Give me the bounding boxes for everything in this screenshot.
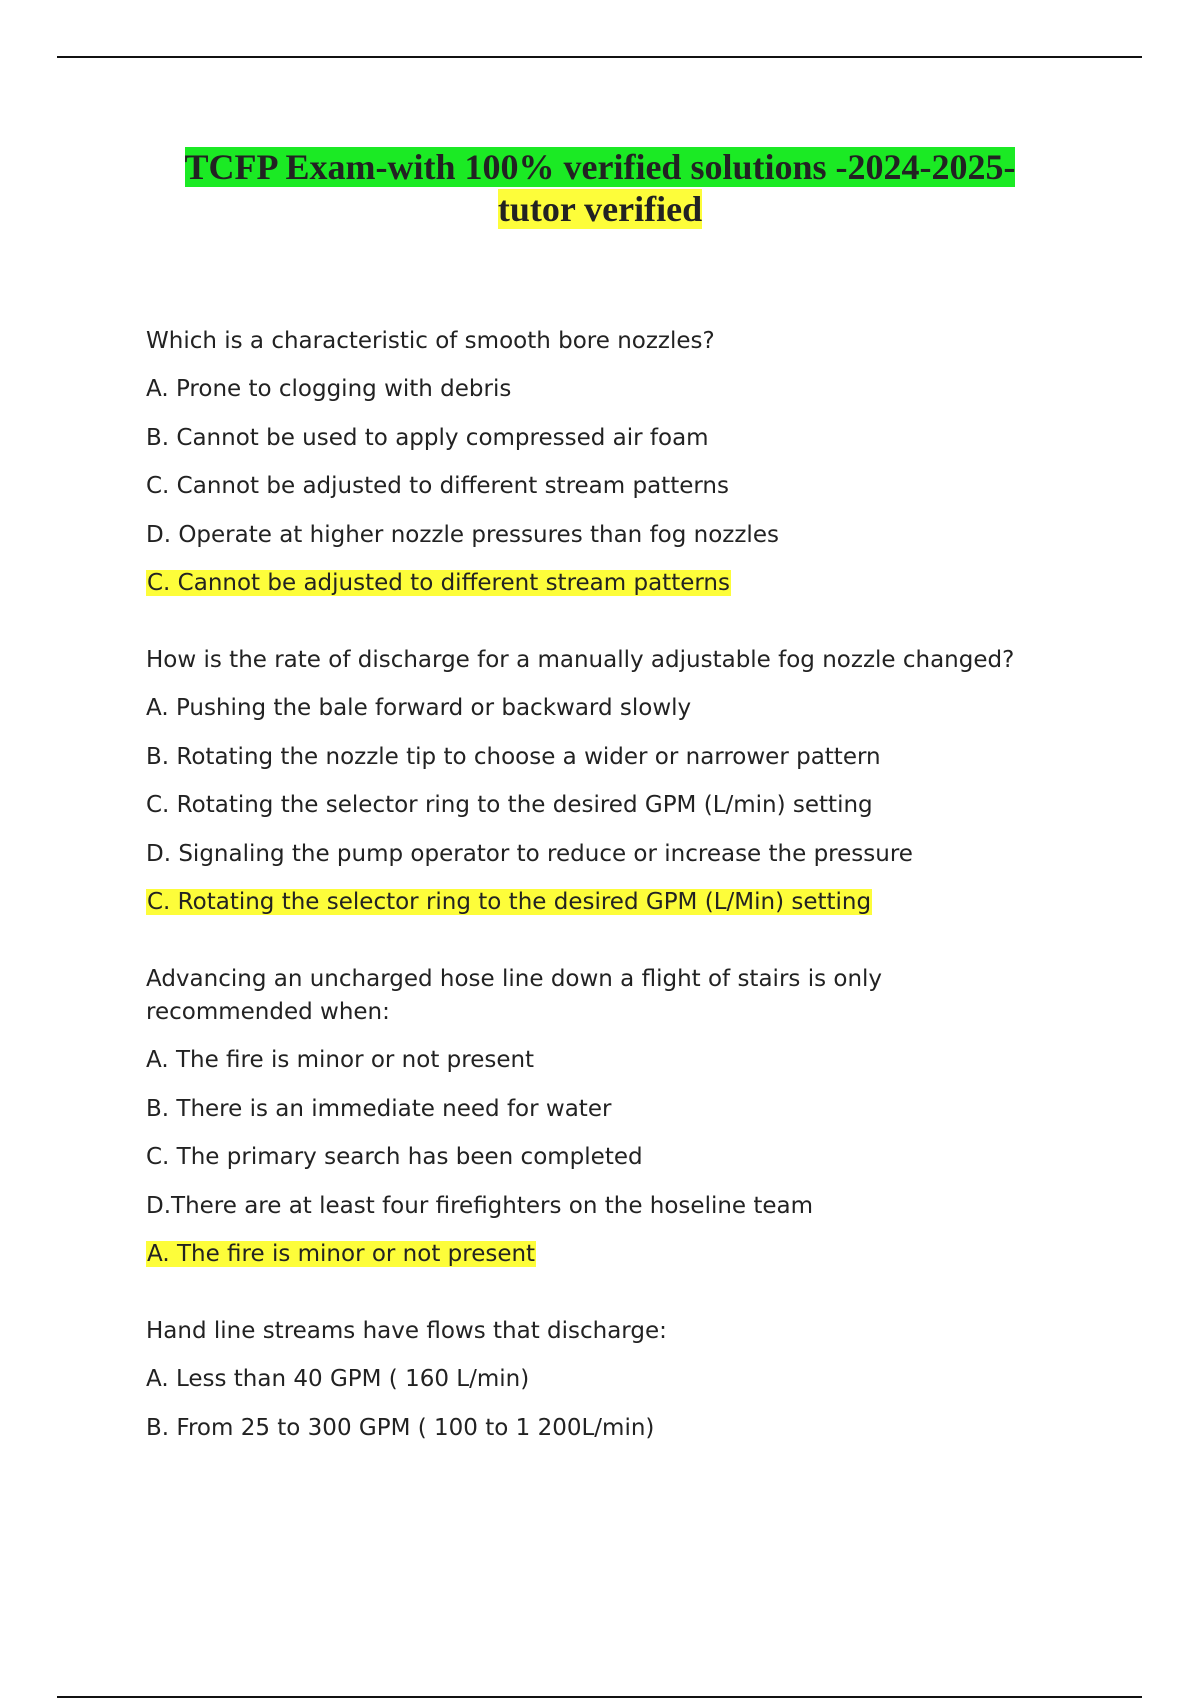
top-rule xyxy=(57,56,1142,58)
option-c: C. Rotating the selector ring to the desired GPM (L/min) setting xyxy=(146,792,873,818)
document-title xyxy=(100,146,1100,230)
option-b: B. There is an immediate need for water xyxy=(146,1095,612,1122)
question-block-3 xyxy=(146,963,1026,1271)
option-d: D. Signaling the pump operator to reduce or increase the pressure xyxy=(146,840,913,867)
option-b: B. From 25 to 300 GPM ( 100 to 1 200L/min) xyxy=(146,1414,655,1441)
question-text: Advancing an uncharged hose line down a flight of stairs is only recommended when: xyxy=(146,966,883,1025)
answer-text: C. Rotating the selector ring to the desired GPM (L/Min) setting xyxy=(147,889,872,915)
highlighted-answer xyxy=(146,886,1026,919)
question-text: Hand line streams have flows that discharge: xyxy=(146,1318,667,1344)
question-block-2 xyxy=(146,644,1026,919)
option-c: C. The primary search has been completed xyxy=(146,1144,643,1170)
question-text: How is the rate of discharge for a manually adjustable fog nozzle changed? xyxy=(146,647,1015,673)
question-block-1 xyxy=(146,325,1026,600)
option-b: B. Cannot be used to apply compressed air foam xyxy=(146,424,709,451)
title-line-2: tutor verified xyxy=(497,189,703,229)
option-a: A. The fire is minor or not present xyxy=(146,1047,535,1073)
highlighted-answer xyxy=(146,567,1026,600)
question-list xyxy=(146,325,1026,1489)
question-text: Which is a characteristic of smooth bore nozzles? xyxy=(146,328,715,354)
option-b: B. Rotating the nozzle tip to choose a wider or narrower pattern xyxy=(146,743,881,770)
option-d: D. Operate at higher nozzle pressures than fog nozzles xyxy=(146,521,779,548)
option-d: D.There are at least four firefighters on the hoseline team xyxy=(146,1192,814,1219)
option-a: A. Prone to clogging with debris xyxy=(146,376,512,402)
highlighted-answer xyxy=(146,1238,1026,1271)
question-block-4 xyxy=(146,1315,1026,1445)
option-c: C. Cannot be adjusted to different stream patterns xyxy=(146,473,729,499)
option-a: A. Pushing the bale forward or backward slowly xyxy=(146,695,692,721)
bottom-rule xyxy=(57,1696,1142,1698)
option-a: A. Less than 40 GPM ( 160 L/min) xyxy=(146,1366,530,1392)
answer-text: C. Cannot be adjusted to different stream patterns xyxy=(147,570,730,596)
title-line-1: TCFP Exam-with 100% verified solutions -2024-2025- xyxy=(184,147,1016,187)
answer-text: A. The fire is minor or not present xyxy=(147,1241,536,1267)
